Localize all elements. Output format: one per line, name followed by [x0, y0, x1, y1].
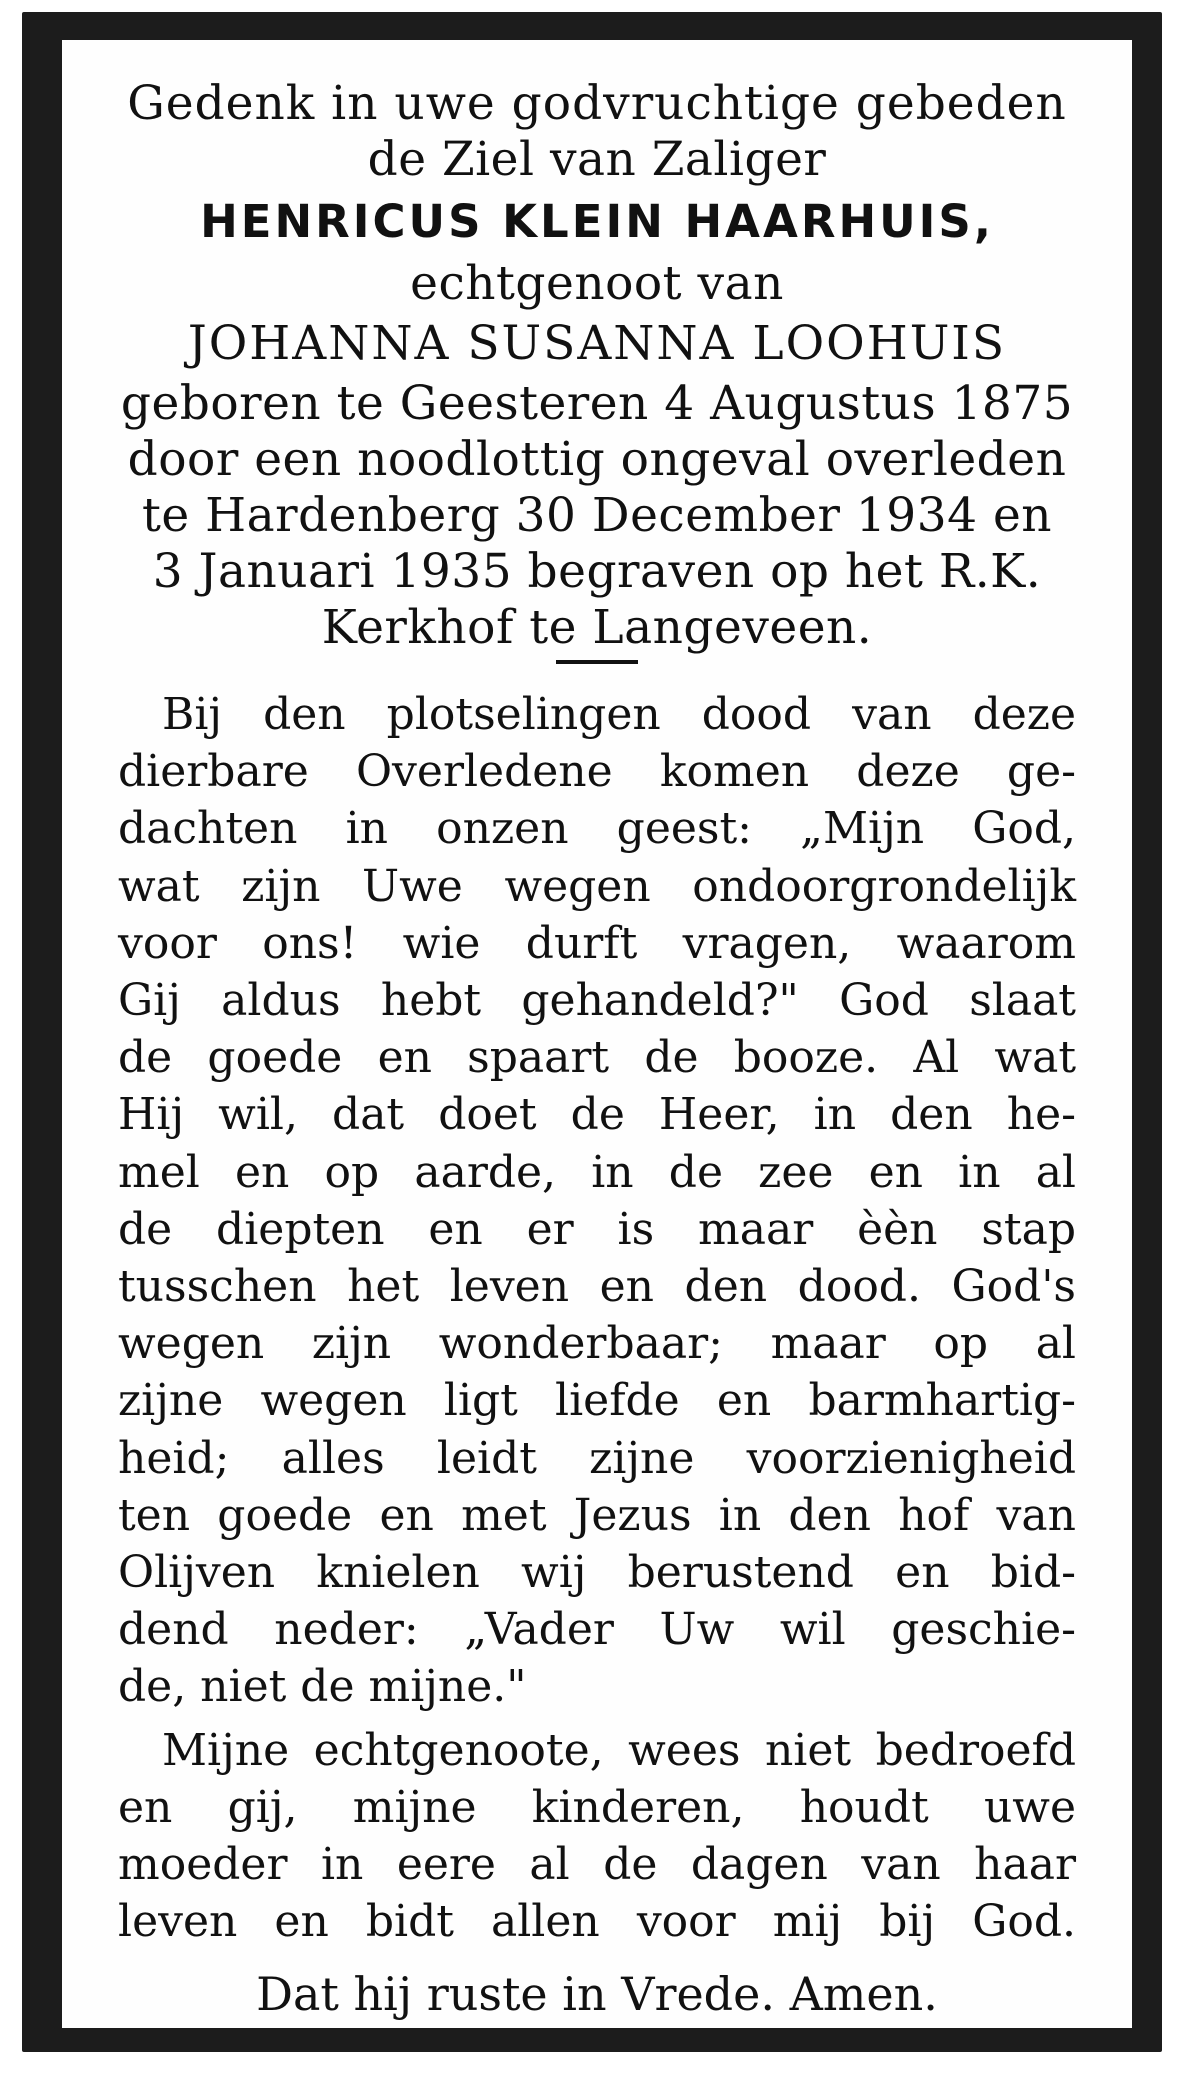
paragraph-line: de diepten en er is maar èèn stap: [118, 1203, 1076, 1255]
spouse-name: JOHANNA SUSANNA LOOHUIS: [187, 316, 1007, 371]
paragraph-line: wat zijn Uwe wegen ondoorgrondelijk: [118, 860, 1076, 912]
paragraph-line: wegen zijn wonderbaar; maar op al: [118, 1318, 1076, 1370]
paragraph-line: heid; alles leidt zijne voorzienigheid: [118, 1432, 1076, 1484]
paragraph-line: voor ons! wie durft vragen, waarom: [118, 917, 1076, 969]
reflection-paragraph: [118, 686, 1076, 1716]
paragraph-line: tusschen het leven en den dood. God's: [118, 1261, 1076, 1313]
card-header: [118, 76, 1076, 656]
invocation-line: Gedenk in uwe godvruchtige gebeden: [127, 76, 1067, 131]
paragraph-line: dierbare Overledene komen deze ge-: [118, 746, 1076, 798]
death-place-line: te Hardenberg 30 December 1934 en: [141, 488, 1053, 543]
birth-line: geboren te Geesteren 4 Augustus 1875: [120, 376, 1074, 431]
burial-line: 3 Januari 1935 begraven op het R.K.: [152, 544, 1042, 599]
paragraph-line: en gij, mijne kinderen, houdt uwe: [118, 1781, 1076, 1833]
memorial-card-border: [22, 12, 1162, 2052]
relation-line: echtgenoot van: [410, 256, 784, 311]
paragraph-line: de, niet de mijne.": [118, 1661, 527, 1713]
paragraph-line: Mijne echtgenoote, wees niet bedroefd: [162, 1724, 1076, 1776]
paragraph-line: ten goede en met Jezus in den hof van: [118, 1489, 1076, 1541]
paragraph-line: dachten in onzen geest: „Mijn God,: [118, 803, 1076, 855]
death-line: door een noodlottig ongeval overleden: [127, 432, 1067, 487]
paragraph-line: zijne wegen ligt liefde en barmhartig-: [118, 1375, 1076, 1427]
paragraph-line: Bij den plotselingen dood van deze: [162, 689, 1076, 740]
paragraph-line: de goede en spaart de booze. Al wat: [118, 1032, 1076, 1084]
paragraph-line: Olijven knielen wij berustend en bid-: [118, 1547, 1076, 1599]
soul-line: de Ziel van Zaliger: [367, 132, 827, 187]
divider-rule: [556, 660, 638, 664]
paragraph-line: moeder in eere al de dagen van haar: [118, 1839, 1076, 1891]
deceased-name: HENRICUS KLEIN HAARHUIS,: [200, 195, 994, 248]
closing-prayer: Dat hij ruste in Vrede. Amen.: [256, 1967, 938, 2022]
paragraph-line: Gij aldus hebt gehandeld?" God slaat: [118, 975, 1076, 1027]
paragraph-line: leven en bidt allen voor mij bij God.: [118, 1896, 1076, 1948]
farewell-paragraph: [118, 1722, 1076, 1951]
cemetery-line: Kerkhof te Langeveen.: [321, 600, 873, 655]
paragraph-line: Hij wil, dat doet de Heer, in den he-: [118, 1089, 1076, 1141]
memorial-card: [62, 40, 1132, 2028]
paragraph-line: dend neder: „Vader Uw wil geschie-: [118, 1604, 1076, 1656]
paragraph-line: mel en op aarde, in de zee en in al: [118, 1146, 1076, 1198]
